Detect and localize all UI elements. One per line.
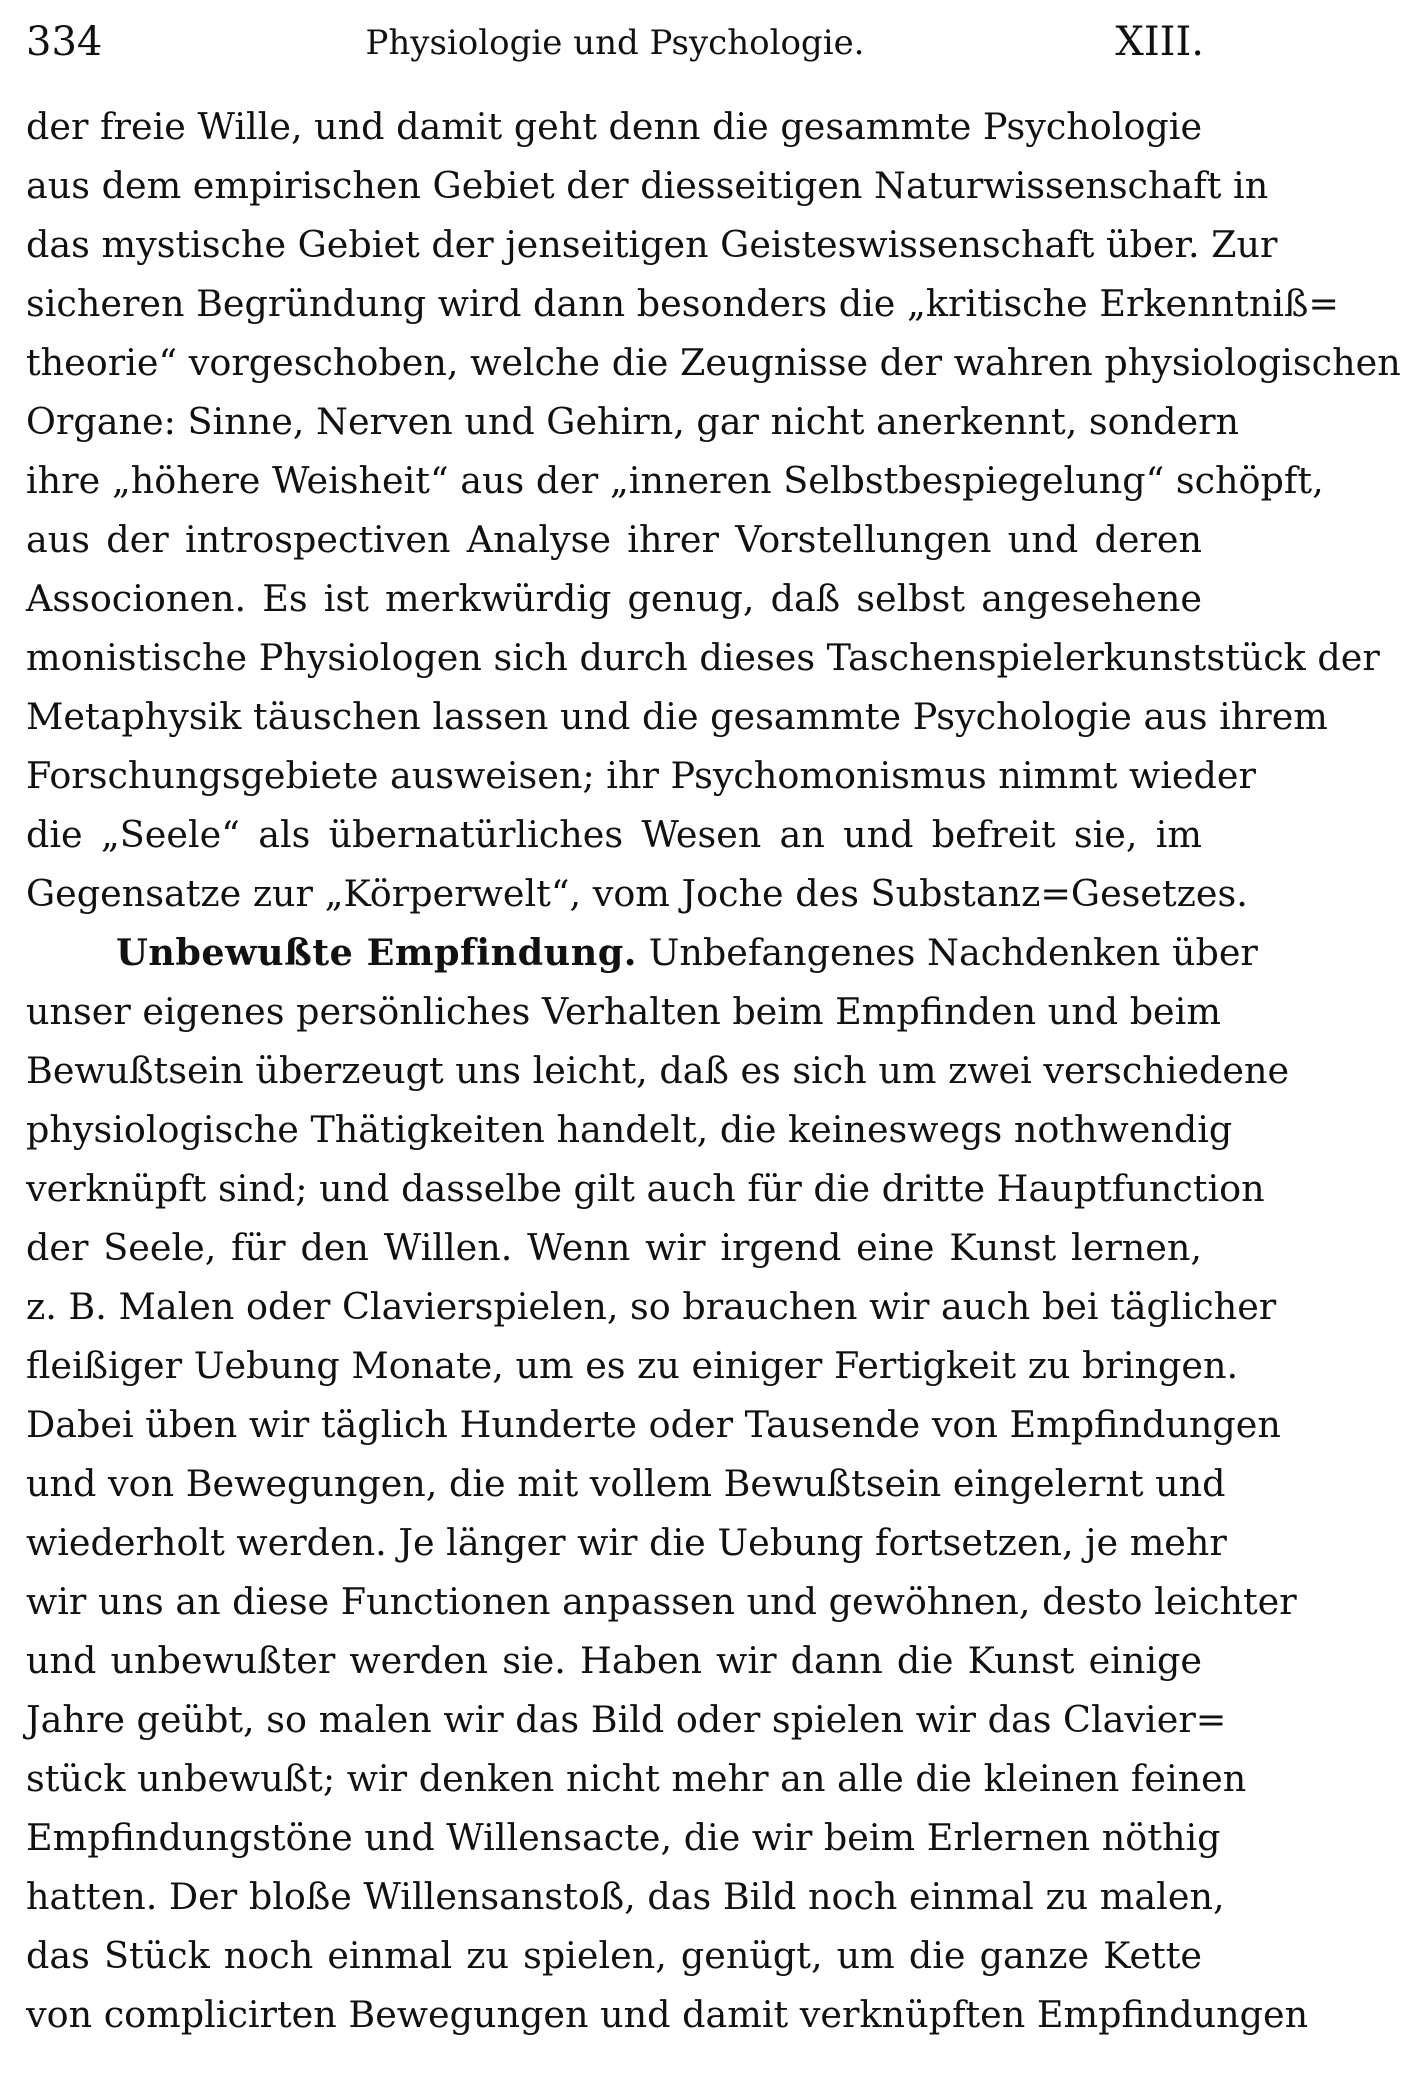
text-line: der freie Wille, und damit geht denn die gesammte Psychologie [26, 105, 1203, 148]
text-line: z. B. Malen oder Clavierspielen, so brauchen wir auch bei täglicher [26, 1285, 1277, 1328]
text-line: Metaphysik täuschen lassen und die gesammte Psychologie aus ihrem [26, 695, 1328, 738]
paragraph-first-line [26, 923, 1258, 982]
text-line: Forschungsgebiete ausweisen; ihr Psychomonismus nimmt wieder [26, 754, 1256, 797]
text-line: unser eigenes persönliches Verhalten beim Empfinden und beim [26, 990, 1221, 1033]
text-line: stück unbewußt; wir denken nicht mehr an alle die kleinen feinen [26, 1757, 1247, 1800]
text-line: physiologische Thätigkeiten handelt, die keineswegs nothwendig [26, 1108, 1233, 1151]
text-line: wir uns an diese Functionen anpassen und gewöhnen, desto leichter [26, 1580, 1297, 1623]
page-number: 334 [26, 19, 103, 65]
text-line: verknüpft sind; und dasselbe gilt auch für die dritte Hauptfunction [26, 1167, 1265, 1210]
text-line: aus dem empirischen Gebiet der diesseitigen Naturwissenschaft in [26, 164, 1269, 207]
text-run: Unbefangenes Nachdenken über [648, 931, 1258, 974]
text-line: Organe: Sinne, Nerven und Gehirn, gar nicht anerkennt, sondern [26, 400, 1240, 443]
text-line: Empfindungstöne und Willensacte, die wir beim Erlernen nöthig [26, 1816, 1221, 1859]
text-line: das mystische Gebiet der jenseitigen Geisteswissenschaft über. Zur [26, 223, 1278, 266]
text-line: Associonen. Es ist merkwürdig genug, daß selbst angesehene [26, 577, 1202, 620]
body-text [26, 97, 1401, 2044]
text-line: Gegensatze zur „Körperwelt“, vom Joche des Substanz=Gesetzes. [26, 872, 1248, 915]
text-line: die „Seele“ als übernatürliches Wesen an und befreit sie, im [26, 813, 1202, 856]
run-in-heading: Unbewußte Empfindung. [116, 931, 637, 974]
chapter-number: XIII. [1115, 19, 1204, 65]
text-line: wiederholt werden. Je länger wir die Uebung fortsetzen, je mehr [26, 1521, 1227, 1564]
text-line: ihre „höhere Weisheit“ aus der „inneren Selbstbespiegelung“ schöpft, [26, 459, 1324, 502]
page-header [26, 14, 1204, 74]
text-line: Dabei üben wir täglich Hunderte oder Tausende von Empfindungen [26, 1403, 1281, 1446]
text-line: Jahre geübt, so malen wir das Bild oder spielen wir das Clavier= [26, 1698, 1227, 1741]
text-line: fleißiger Uebung Monate, um es zu einiger Fertigkeit zu bringen. [26, 1344, 1239, 1387]
text-line: das Stück noch einmal zu spielen, genügt, um die ganze Kette [26, 1934, 1202, 1977]
text-line: Bewußtsein überzeugt uns leicht, daß es sich um zwei verschiedene [26, 1049, 1290, 1092]
text-line: theorie“ vorgeschoben, welche die Zeugnisse der wahren physiologischen [26, 341, 1401, 384]
text-line: aus der introspectiven Analyse ihrer Vorstellungen und deren [26, 518, 1202, 561]
text-line: von complicirten Bewegungen und damit verknüpften Empfindungen [26, 1993, 1309, 2036]
text-line: hatten. Der bloße Willensanstoß, das Bild noch einmal zu malen, [26, 1875, 1225, 1918]
running-title: Physiologie und Psychologie. [365, 23, 865, 63]
text-line: und von Bewegungen, die mit vollem Bewußtsein eingelernt und [26, 1462, 1226, 1505]
text-line: sicheren Begründung wird dann besonders die „kritische Erkenntniß= [26, 282, 1339, 325]
text-line: der Seele, für den Willen. Wenn wir irgend eine Kunst lernen, [26, 1226, 1202, 1269]
text-line: und unbewußter werden sie. Haben wir dann die Kunst einige [26, 1639, 1202, 1682]
text-line: monistische Physiologen sich durch dieses Taschenspielerkunststück der [26, 636, 1380, 679]
